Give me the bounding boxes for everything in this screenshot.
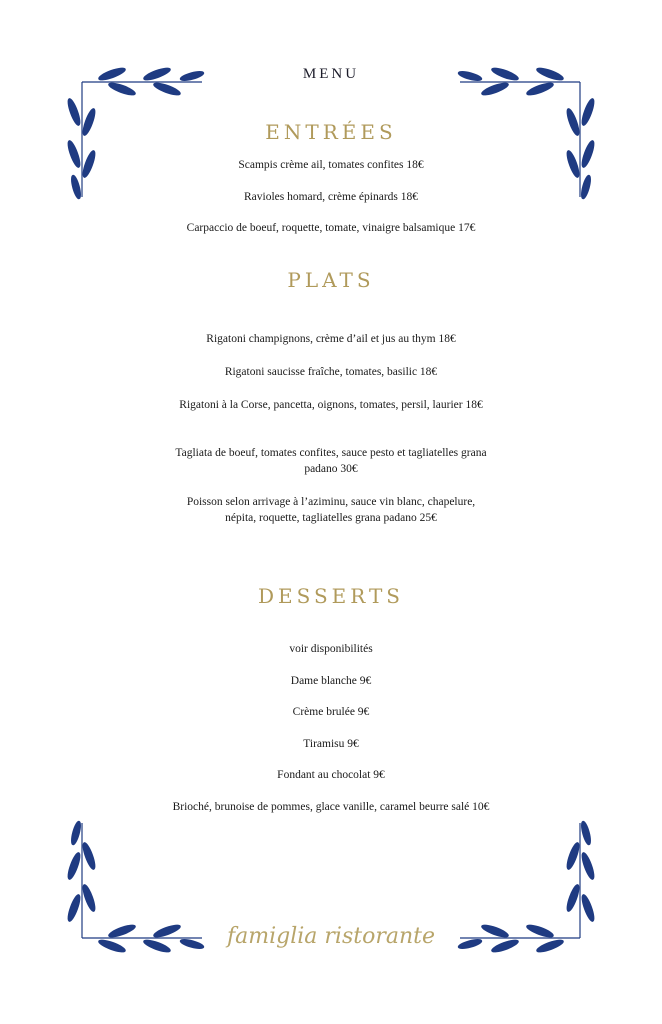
menu-item: Poisson selon arrivage à l’aziminu, sauce vin blanc, chapelure, népita, roquette, tagliatelles grana padano 25€ bbox=[186, 496, 476, 524]
section-title-desserts: DESSERTS bbox=[257, 584, 405, 608]
menu-item: Rigatoni saucisse fraîche, tomates, basilic 18€ bbox=[224, 366, 438, 378]
menu-item: voir disponibilités bbox=[289, 643, 373, 655]
section-title-plats: PLATS bbox=[287, 268, 375, 292]
section-title-entrees: ENTRÉES bbox=[265, 120, 397, 144]
menu-item: Brioché, brunoise de pommes, glace vanille, caramel beurre salé 10€ bbox=[172, 801, 490, 813]
menu-item: Ravioles homard, crème épinards 18€ bbox=[243, 191, 419, 203]
menu-item: Rigatoni champignons, crème d’ail et jus au thym 18€ bbox=[206, 333, 456, 345]
menu-title: MENU bbox=[302, 66, 360, 82]
menu-item: Tagliata de boeuf, tomates confites, sauce pesto et tagliatelles grana padano 30€ bbox=[175, 447, 487, 475]
menu-item: Rigatoni à la Corse, pancetta, oignons, tomates, persil, laurier 18€ bbox=[179, 399, 483, 411]
menu-item: Tiramisu 9€ bbox=[303, 738, 359, 750]
menu-item: Carpaccio de boeuf, roquette, tomate, vinaigre balsamique 17€ bbox=[186, 222, 476, 234]
menu-item: Crème brulée 9€ bbox=[292, 706, 370, 718]
footer-brand: famiglia ristorante bbox=[226, 924, 435, 949]
menu-item: Dame blanche 9€ bbox=[290, 675, 372, 687]
menu-item: Fondant au chocolat 9€ bbox=[277, 769, 385, 781]
menu-item: Scampis crème ail, tomates confites 18€ bbox=[238, 159, 424, 171]
